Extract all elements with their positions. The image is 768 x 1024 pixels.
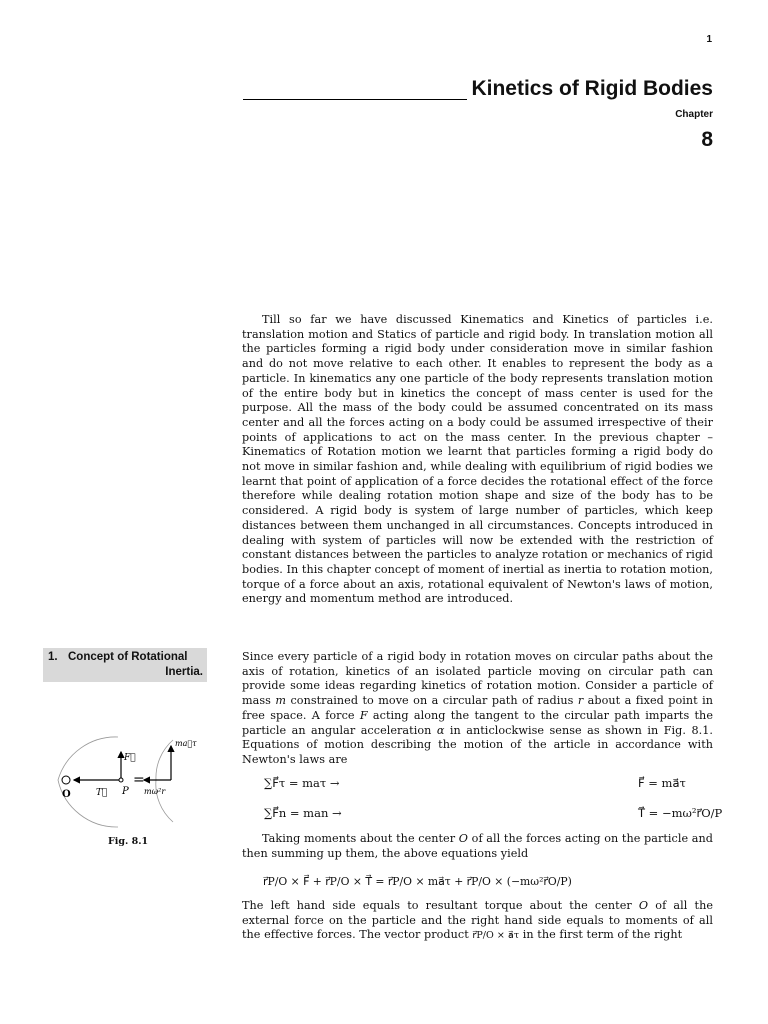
figure-8-1	[38, 732, 198, 832]
equation-tangential-left: ∑F⃗τ = maτ →	[264, 776, 340, 790]
label-p: P	[122, 786, 129, 797]
center-point	[62, 776, 70, 784]
page-number: 1	[706, 34, 712, 45]
section-title-line2: Inertia.	[165, 666, 203, 678]
label-t: T⃗	[96, 788, 108, 798]
label-o: O	[62, 789, 71, 800]
label-ma: ma⃗τ	[175, 739, 197, 748]
label-equals: =	[133, 772, 145, 788]
label-f: F⃗	[124, 753, 136, 763]
figure-caption: Fig. 8.1	[108, 836, 149, 847]
chapter-label: Chapter	[675, 109, 713, 120]
section-heading-box	[43, 648, 207, 682]
equation-moments: r⃗P/O × F⃗ + r⃗P/O × T⃗ = r⃗P/O × ma⃗τ + r⃗P/O × (−mω²r⃗O/P)	[263, 875, 572, 888]
chapter-number: 8	[701, 128, 713, 151]
equation-normal-right: T⃗ = −mω²r⃗O/P	[638, 806, 723, 820]
equation-normal-left: ∑F⃗n = man →	[264, 806, 342, 820]
section-number: 1.	[48, 651, 58, 663]
equation-tangential-right: F⃗ = ma⃗τ	[638, 776, 686, 790]
chapter-title: Kinetics of Rigid Bodies	[467, 76, 713, 102]
intro-paragraph: Till so far we have discussed Kinematics and Kinetics of particles i.e. translation motion and Statics of particle and rigid body. In translation motion all the particles forming a rigid body under consideration move in similar fashion and do not move relative to each other. It enables to represent the body as a particle. In kinematics any one particle of the body represents translation motion of the entire body but in kinetics the concept of mass center is used for the purpose. All the mass of the body could be assumed concentrated on its mass center and all the forces acting on a body could be assumed irrespective of their points of applications to act on the mass center. In the previous chapter – Kinematics of Rotation motion we learnt that particles forming a rigid body do not move in similar fashion and, while dealing with equilibrium of rigid bodies we learnt that point of application of a force decides the rotational effect of the force therefore while dealing rotation motion shape and size of the body has to be considered. A rigid body is system of large number of particles, which keep distances between them unchanged in all circumstances. Concepts introduced in dealing with system of particles will now be extended with the restriction of constant distances between the particles to analyze rotation or mechanics of rigid bodies. In this chapter concept of moment of inertial as inertia to rotation motion, torque of a force about an axis, rotational equivalent of Newton's laws of motion, energy and momentum method are introduced.	[242, 313, 713, 606]
last-paragraph: The left hand side equals to resultant torque about the center O of all the external force on the particle and the right hand side equals to moments of all the effective forces. The vector product r⃗P/O × a⃗τ in the first term of the right	[242, 899, 714, 942]
equation-tangential	[264, 776, 686, 790]
moments-paragraph: Taking moments about the center O of all the forces acting on the particle and then summing up them, the above equations yield	[242, 832, 713, 860]
equation-normal	[264, 806, 723, 820]
particle-p	[119, 778, 123, 782]
circular-path-arc	[58, 737, 118, 827]
section-title-line1: Concept of Rotational	[68, 651, 188, 663]
label-mw2r: mω²r	[144, 787, 166, 796]
section-paragraph: Since every particle of a rigid body in rotation moves on circular paths about the axis of rotation, kinetics of an isolated particle moving on circular path can provide some ideas regarding kinetics of rotation motion. Consider a particle of mass m constrained to move on a circular path of radius r about a fixed point in free space. A force F acting along the tangent to the circular path imparts the particle an angular acceleration α in anticlockwise sense as shown in Fig. 8.1. Equations of motion describing the motion of the article in accordance with Newton's laws are	[242, 650, 713, 766]
